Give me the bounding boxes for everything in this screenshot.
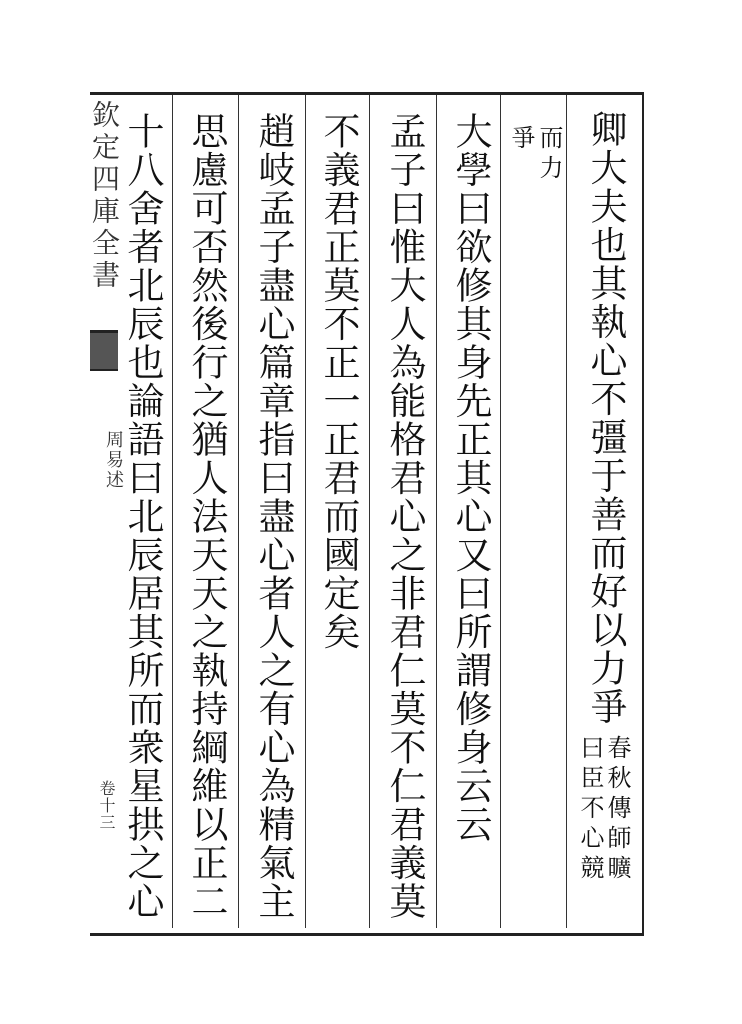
text-column-5: 不義君正莫不正一正君而國定矣 [317,112,360,651]
annotation-column-2a: 而力 [535,125,563,185]
column-rule [172,95,173,928]
column-rule [566,95,567,928]
fish-tail-ornament [90,330,118,371]
annotation-column-1b: 曰臣不心競 [576,735,604,885]
column-rule [500,95,501,928]
text-column-3: 大學曰欲修其身先正其心又曰所謂修身云云 [449,112,492,844]
column-rule [369,95,370,928]
text-column-6: 趙岐孟子盡心篇章指曰盡心者人之有心為精氣主 [252,112,295,921]
column-rule [305,95,306,928]
text-column-7: 思慮可否然後行之猶人法天天之執持綱維以正二 [185,112,228,921]
text-column-8: 十八舍者北辰也論語曰北辰居其所而衆星拱之心 [121,112,164,921]
annotation-column-2b: 爭 [507,125,535,155]
text-column-1: 卿大夫也其執心不彊于善而好以力爭 [584,110,627,726]
margin-book-title: 欽定四庫全書 [88,100,121,292]
margin-page-number: 卷十三 [97,780,116,831]
column-rule [238,95,239,928]
page-frame [90,92,644,936]
column-rule [436,95,437,928]
annotation-column-1a: 春秋傳師曠 [603,735,631,885]
margin-volume-title: 周易述 [103,430,124,490]
text-column-4: 孟子曰惟大人為能格君心之非君仁莫不仁君義莫 [383,112,426,921]
